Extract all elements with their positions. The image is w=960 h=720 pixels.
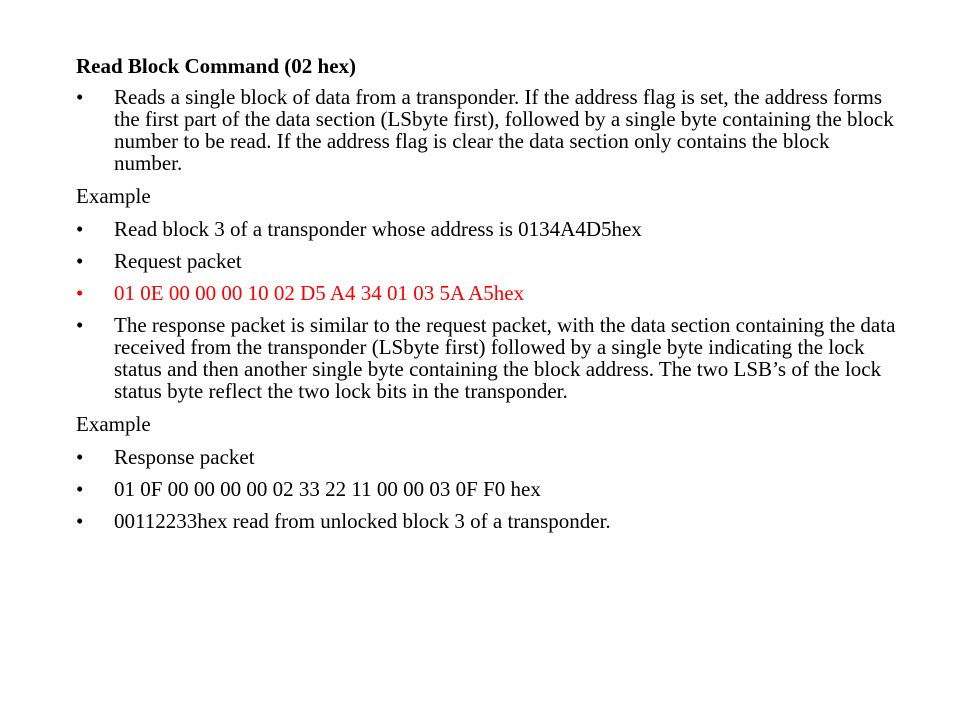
example-heading-1: Example (76, 184, 151, 208)
bullet-dot-icon: • (76, 313, 84, 337)
slide-content (76, 54, 896, 542)
example-heading-2: Example (76, 412, 151, 436)
bullet-dot-icon: • (76, 85, 84, 109)
bullet-text: Read block 3 of a transponder whose address is 0134A4D5hex (114, 217, 642, 241)
bullet-text: 00112233hex read from unlocked block 3 of a transponder. (114, 509, 611, 533)
request-packet-bytes: 01 0E 00 00 00 10 02 D5 A4 34 01 03 5A A5hex (114, 281, 525, 305)
bullet-item-response-description (76, 314, 896, 402)
response-packet-bytes: 01 0F 00 00 00 00 02 33 22 11 00 00 03 0F F0 hex (114, 477, 541, 501)
bullet-item-read-block (76, 218, 896, 240)
bullet-item-result (76, 510, 896, 532)
bullet-text: Request packet (114, 249, 242, 273)
bullet-item-request-packet (76, 250, 896, 272)
bullet-dot-icon: • (76, 217, 84, 241)
bullet-dot-icon: • (76, 249, 84, 273)
slide-title: Read Block Command (02 hex) (76, 54, 357, 78)
bullet-item-description (76, 86, 896, 174)
bullet-item-response-bytes (76, 478, 896, 500)
bullet-item-response-packet (76, 446, 896, 468)
bullet-text: The response packet is similar to the request packet, with the data section containing the data received from the transponder (LSbyte first) followed by a single byte indicating the lock status and then another single byte containing the block address. The two LSB’s of the lock status byte reflect the two lock bits in the transponder. (114, 313, 896, 403)
bullet-dot-icon: • (76, 445, 84, 469)
bullet-dot-icon: • (76, 477, 84, 501)
bullet-dot-icon: • (76, 281, 84, 305)
bullet-text: Reads a single block of data from a transponder. If the address flag is set, the address forms the first part of the data section (LSbyte first), followed by a single byte containing the block number to be read. If the address flag is clear the data section only contains the block number. (114, 85, 894, 175)
bullet-dot-icon: • (76, 509, 84, 533)
bullet-item-request-bytes (76, 282, 896, 304)
bullet-text: Response packet (114, 445, 255, 469)
